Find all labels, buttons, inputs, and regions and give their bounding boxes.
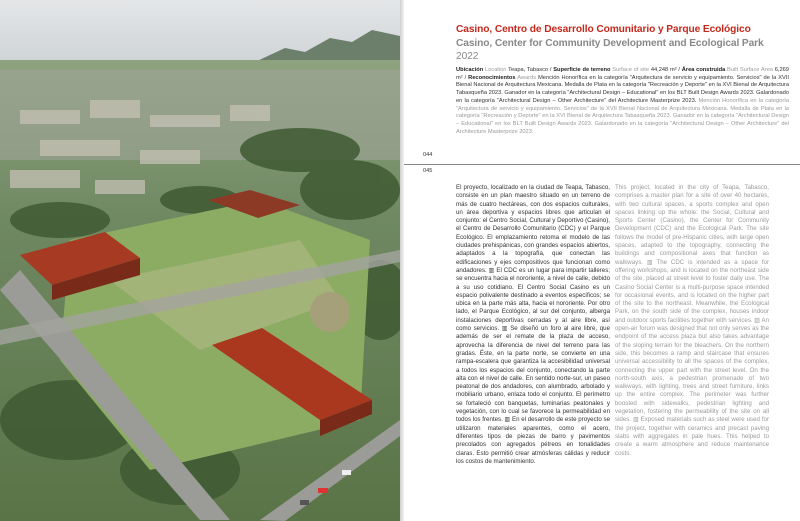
- title-spanish: Casino, Centro de Desarrollo Comunitario y Parque Ecológico: [456, 24, 751, 35]
- built-label-en: Built Surface Area: [727, 67, 773, 73]
- awards-en: Mención Honorífica en la categoría "Arquitectura de servicio y equipamiento. Servicios" de la XVII Bienal Nacional de Arquitectura Mexicana. Medalla de Plata en la categoría "Recreación y Deporte" en la XVI Bienal de Arquitectura Tabasqueña 2023. Ganador en la categoría "Architectural Design – Educational" en los BLT Built Design Awards 2023. Galardonado en la categoría "Architectural Design – Other Architecture" del Architecture Masterprize 2023.: [456, 97, 789, 135]
- site-value: 44,248 m²: [650, 67, 677, 73]
- project-credits: Ubicación Location Teapa, Tabasco / Superficie de terreno Surface of site 44,248 m² / Área construida Built Surface Area 6,269 m² / Reconocimientos Awards Mención Honorífica en la categoría "Arquitectura de servicio y equipamiento. Servicios" de la XVII Bienal Nacional de Arquitectura Mexicana. Medalla de Plata en la categoría "Recreación y Deporte" en la XVI Bienal de Arquitectura Tabasqueña 2023. Ganador en la categoría "Architectural Design – Educational" en los BLT Built Design Awards 2023. Galardonado en la categoría "Architectural Design – Other Architecture" del Architecture Masterprize 2023. Mención Honorífica en la categoría "Arquitectura de servicio y equipamiento. Servicios" de la XVII Bienal Nacional de Arquitectura Mexicana. Medalla de Plata en la categoría "Recreación y Deporte" en la XVI Bienal de Arquitectura Tabasqueña 2023. Ganador en la categoría "Architectural Design – Educational" en los BLT Built Design Awards 2023. Galardonado en la categoría "Architectural Design – Other Architecture" del Architecture Masterprize 2023.: [456, 67, 789, 135]
- title-year: 2022: [456, 51, 479, 62]
- location-label-en: Location: [484, 67, 507, 73]
- built-value: 6,269 m²: [456, 67, 789, 81]
- page-number-right: 045: [423, 168, 433, 174]
- page-number-left: 044: [423, 152, 433, 158]
- location-value: Teapa, Tabasco: [508, 67, 549, 73]
- site-label-es: Superficie de terreno: [553, 67, 611, 73]
- awards-label-en: Awards: [517, 74, 537, 81]
- text-page: [404, 0, 800, 521]
- awards-label-es: Reconocimientos: [468, 74, 516, 81]
- location-label-es: Ubicación: [456, 67, 484, 73]
- built-label-es: Área construida: [681, 67, 726, 73]
- body-text-english: This project, located in the city of Teapa, Tabasco, comprises a master plan for a site of over 40 hectares, with two cultural spaces, a sports complex and open spaces linking up the whole: the Social, Cultural and Sports Center (Casino), the Center for Community Development (CDC) and the Ecological Park. The site follows the model of pre-Hispanic cities, with large open spaces, adapted to the topography, connecting the buildings and compositional axes that function as walkways. ▥ The CDC is intended as a space for offering workshops, and is located on the northeast side of the site, placed at street level to foster daily use. The Casino Social Center is a multi-purpose space intended for occasional events, and is located on the higher part of the site to the northeast. Meanwhile, the Ecological Park, on the south side of the complex, houses indoor and outdoor sports facilities together with services. ▥ An open-air forum was designed that not only serves as the endpoint of the access plaza but also takes advantage of the sloping terrain for the bleachers. On the northern side, this becomes a ramp and staircase that ensures universal accessibility to all the spaces of the complex, connecting the upper part with the street level. On the north-south axis, a pedestrian promenade of two walkways, with lighting, trees and street furniture, links up the entire complex. The perimeter was further boosted with sidewalks, pedestrian lighting and vegetation, fostering the permeability of the site on all sides. ▥ Exposed materials such as steel were used for the project, together with ceramics and precast paving slabs with aggregates in pale hues. This helped to create a warm atmosphere and reduce maintenance costs.: [615, 184, 769, 457]
- divider-rule: [404, 164, 800, 165]
- body-text-spanish: El proyecto, localizado en la ciudad de Teapa, Tabasco, consiste en un plan maestro situado en un terreno de más de cuatro hectáreas, con dos espacios culturales, un área deportiva y espacios libres que articulan el conjunto: el Centro Social, Cultural y Deportivo (Casino), el Centro de Desarrollo Comunitario (CDC) y el Parque Ecológico. El emplazamiento retoma el modelo de las ciudades prehispánicas, con grandes espacios abiertos, adaptados a la topografía, que conectan las edificaciones y ejes compositivos que funcionan como andadores. ▥ El CDC es un lugar para impartir talleres; se encuentra hacia el nororiente, a nivel de calle, debido a su uso cotidiano. El Centro Social Casino es un espacio polivalente destinado a eventos específicos; se ubica en la parte más alta, hacia el nororiente. Por otro lado, el Parque Ecológico, al sur del conjunto, alberga instalaciones deportivas cerradas y al aire libre, así como servicios. ▥ Se diseñó un foro al aire libre, que además de ser el remate de la plaza de acceso, aprovecha la diferencia de nivel del terreno para las gradas. Éste, en la parte norte, se convierte en una rampa-escalera que garantiza la accesibilidad universal a todos los espacios del conjunto, conectando la parte alta con el nivel de calle. En sentido norte-sur, un paseo peatonal de dos andadores, con alumbrado, arbolado y mobiliario urbano, enlaza todo el conjunto. El perímetro se fortaleció con banquetas, luminarias peatonales y vegetación, con lo cual se favorece la permeabilidad en todos los frentes. ▥ En el desarrollo de este proyecto se utilizaron materiales aparentes, como el acero, diferentes tipos de piezas de barro y pavimentos precolados con agregados pétreos en tonalidades claras. Esto permitió crear atmósferas cálidas y reducir los costos de mantenimiento.: [456, 184, 610, 465]
- title-english: [456, 37, 786, 63]
- sports-field: [310, 292, 350, 332]
- title-english-text: Casino, Center for Community Development and Ecological Park: [456, 38, 764, 49]
- awards-es: Mención Honorífica en la categoría "Arquitectura de servicio y equipamiento. Servicios" de la XVII Bienal Nacional de Arquitectura Mexicana. Medalla de Plata en la categoría "Recreación y Deporte" en la XVI Bienal de Arquitectura Tabasqueña 2023. Ganador en la categoría "Architectural Design – Educational" en los BLT Built Design Awards 2023. Galardonado en la categoría "Architectural Design – Other Architecture" del Architecture Masterprize 2023.: [456, 74, 789, 104]
- site-label-en: Surface of site: [612, 67, 650, 73]
